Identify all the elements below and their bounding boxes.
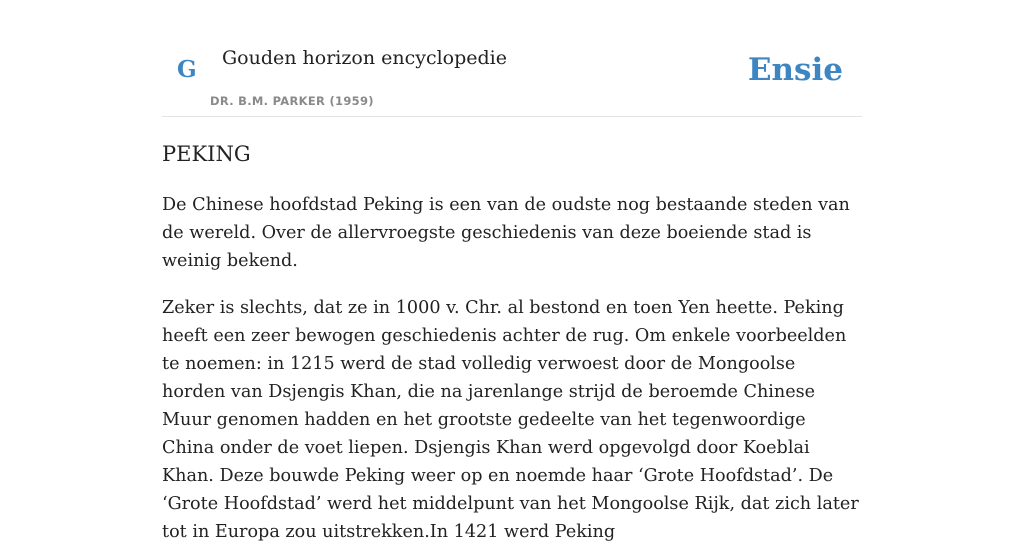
article-paragraph: Zeker is slechts, dat ze in 1000 v. Chr. al bestond en toen Yen heette. Peking heeft een zeer bewogen geschiedenis achter de rug. Om enkele voorbeelden te noemen: in 1215 werd de stad volledig verwoest door de Mongoolse horden van Dsjengis Khan, die na jarenlange strijd de beroemde Chinese Muur genomen hadden en het grootste gedeelte van het tegenwoordige China onder de voet liepen. Dsjengis Khan werd opgevolgd door Koeblai Khan. Deze bouwde Peking weer op en noemde haar ‘Grote Hoofdstad’. De ‘Grote Hoofdstad’ werd het middelpunt van het Mongoolse Rijk, dat zich later tot in Europa zou uitstrekken.In 1421 werd Peking bbox=[162, 298, 859, 542]
book-author: DR. B.M. PARKER (1959) bbox=[210, 94, 374, 108]
book-title[interactable]: Gouden horizon encyclopedie bbox=[222, 47, 507, 69]
article-paragraph: De Chinese hoofdstad Peking is een van de oudste nog bestaande steden van de wereld. Over de allervroegste geschiedenis van deze boeiende stad is weinig bekend. bbox=[162, 195, 850, 271]
brand-logo-link[interactable]: Ensie bbox=[747, 52, 843, 88]
article bbox=[162, 138, 862, 546]
book-letter-logo[interactable]: G bbox=[177, 56, 197, 83]
article-title: PEKING bbox=[162, 142, 251, 166]
book-header bbox=[162, 0, 862, 117]
